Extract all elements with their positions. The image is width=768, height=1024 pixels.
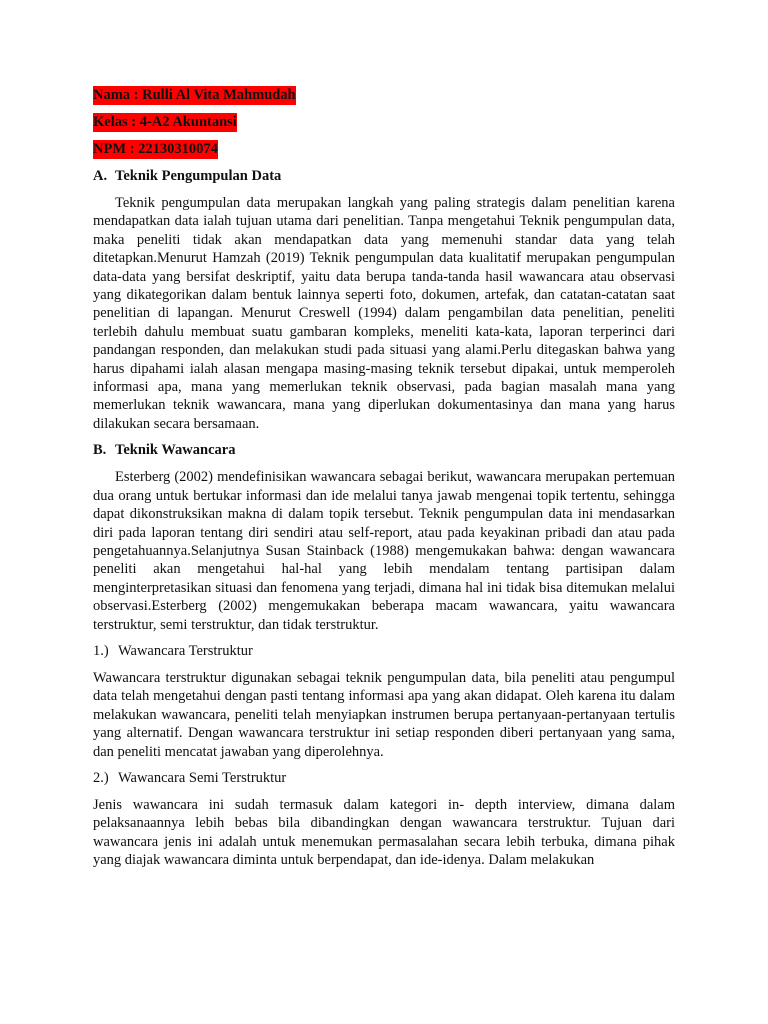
section-a-paragraph: Teknik pengumpulan data merupakan langkah yang paling strategis dalam penelitian karena mendapatkan data ialah tujuan utama dari penelitian. Tanpa mengetahui Teknik pengumpulan data, maka peneliti tidak akan mendapatkan data yang memenuhi standar data yang telah ditetapkan.Menurut Hamzah (2019) Teknik pengumpulan data kualitatif merupakan pengumpulan data-data yang bersifat deskriptif, yaitu data berupa tanda-tanda hasil wawancara atau observasi yang dikategorikan dalam bentuk lainnya seperti foto, dokumen, artefak, dan catatan-catatan saat penelitian di lapangan. Menurut Creswell (1994) dalam pengambilan data penelitian, peneliti terlebih dahulu membuat suatu gambaran kompleks, meneliti kata-kata, laporan terperinci dari pandangan responden, dan melakukan studi pada situasi yang alami.Perlu ditegaskan bahwa yang harus dipahami ialah alasan mengapa masing-masing teknik tersebut dipakai, untuk memperoleh informasi apa, mana yang memerlukan teknik observasi, pada bagian masalah mana yang memerlukan teknik wawancara, mana yang diperlukan dokumentasinya dan mana yang harus dilakukan secara bersamaan. — [93, 195, 675, 432]
section-b-number: B. — [93, 442, 107, 459]
npm-line — [93, 140, 675, 159]
section-a-heading — [93, 167, 675, 186]
subsection-2-heading — [93, 769, 675, 788]
subsection-2-number: 2.) — [93, 769, 109, 786]
section-b-paragraph: Esterberg (2002) mendefinisikan wawancara sebagai berikut, wawancara merupakan pertemuan dua orang untuk bertukar informasi dan ide melalui tanya jawab mengenai topik tertentu, sehingga dapat dikonstruksikan makna di dalam topik tersebut. Teknik pengumpulan data ini mendasarkan diri pada laporan tentang diri sendiri atau self-report, atau pada keyakinan pribadi dan atau pada pengetahuannya.Selanjutnya Susan Stainback (1988) mengemukakan bahwa: dengan wawancara peneliti akan mengetahui hal-hal yang lebih mendalam tentang partisipan dalam menginterpretasikan situasi dan fenomena yang terjadi, dimana hal ini tidak bisa ditemukan melalui observasi.Esterberg (2002) mengemukakan beberapa macam wawancara, yaitu wawancara terstruktur, semi terstruktur, dan tidak terstruktur. — [93, 469, 675, 633]
student-class: Kelas : 4-A2 Akuntansi — [93, 114, 237, 130]
section-a-number: A. — [93, 168, 108, 184]
section-b-heading — [93, 441, 675, 460]
section-b-title: Teknik Wawancara — [115, 442, 236, 459]
subsection-1-heading — [93, 642, 675, 661]
subsection-1-title: Wawancara Terstruktur — [118, 642, 253, 659]
subsection-1-paragraph: Wawancara terstruktur digunakan sebagai teknik pengumpulan data, bila peneliti atau pengumpul data telah mengetahui dengan pasti tentang informasi apa yang akan didapat. Oleh karena itu dalam melakukan wawancara, peneliti telah menyiapkan instrumen berupa pertanyaan-pertanyaan tertulis yang alternatif. Dengan wawancara terstruktur ini setiap responden diberi pertanyaan yang sama, dan peneliti mencatat jawaban yang diperolehnya. — [93, 669, 675, 760]
subsection-2-paragraph: Jenis wawancara ini sudah termasuk dalam kategori in- depth interview, dimana dalam pelaksanaannya lebih bebas bila dibandingkan dengan wawancara terstruktur. Tujuan dari wawancara jenis ini adalah untuk menemukan permasalahan secara lebih terbuka, dimana pihak yang diajak wawancara diminta untuk berpendapat, dan ide-idenya. Dalam melakukan — [93, 796, 675, 869]
student-npm: NPM : 22130310074 — [93, 141, 218, 157]
student-name: Nama : Rulli Al Vita Mahmudah — [93, 87, 296, 103]
section-a-title: Teknik Pengumpulan Data — [115, 168, 282, 184]
name-line — [93, 86, 675, 105]
subsection-2-title: Wawancara Semi Terstruktur — [118, 769, 287, 786]
subsection-1-number: 1.) — [93, 642, 109, 659]
class-line — [93, 113, 675, 132]
